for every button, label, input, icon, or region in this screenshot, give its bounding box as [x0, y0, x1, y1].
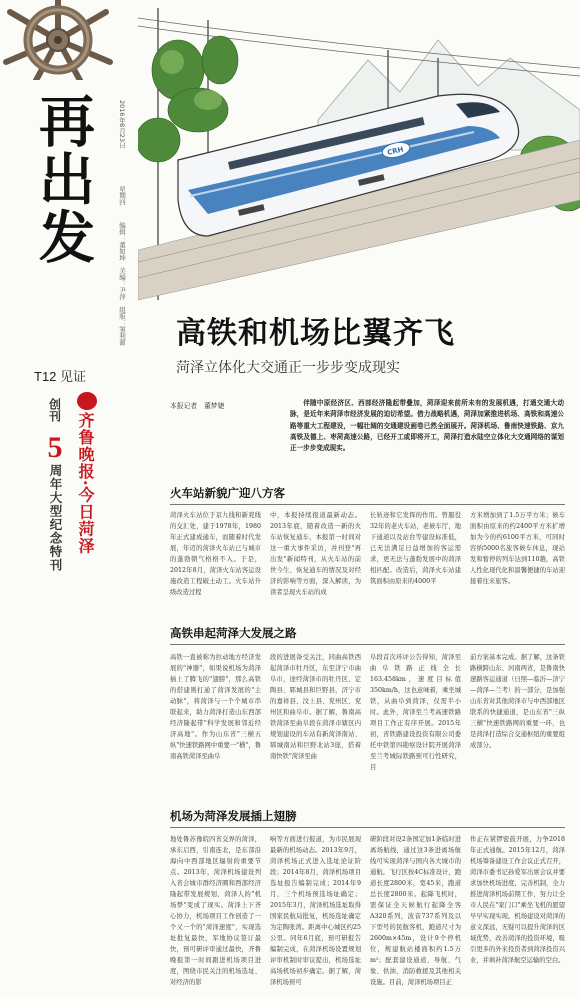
section-rule: [170, 827, 565, 828]
section-rule: [170, 504, 565, 505]
weekday: 星期四: [118, 186, 126, 206]
section-airport-col-2: 响等方面进行报道，为市民展现最新的机场动态。2013年9月，菏泽机场正式进入选址论证阶段；2014年8月，菏泽机场项目选址报告编制完成；2014年9月，三个机场预选场址确定；2015年3月，菏泽机场选址取得国家民航局批复，机场选址确定为定陶张湾。距离中心城区约25公里。同年6月底，预可研报告编制完成，在菏泽机场设置规划评审机制时审议提出，机场选址高场机场初步确定。据了解，菏泽机场预可: [270, 836, 361, 986]
section-title-airport: 机场为菏泽发展插上翅膀: [170, 809, 297, 823]
section-airport-col-1: 地处鲁苏豫皖四省交界的菏泽，承东启西，引南连北，是东部沿海向中西部地区辐射的重要节点。2013年，菏泽机场建设列入省会城市群经济圈和西部经济隆起带发展规划，菏泽人的"机场梦"变成了现实。菏泽上下齐心协力，机场项目工作创造了一个又一个的"菏泽速度"，实现选址批复最快，军地协议签订最快，预可研评审通过最快，齐鲁晚报第一时间跟进机场项目进度，图绕市民关注的机场选址、对经济的影: [170, 836, 261, 986]
section-railway-col-3: 阜段首次环评公告得知，菏泽至曲阜铁路正线全长163.458km，速度目标值350km/h，这也意味着，乘坐城铁，从曲阜到菏泽，仅需半小时。此外，菏泽至兰考高速铁路项目工作正有序开展。2015年初，省铁路建设投资有限公司委托中铁第四勘察设计院开展菏泽至兰考城际铁路预可行性研究，目: [370, 654, 461, 771]
date-line: 2016年8月23日: [118, 100, 126, 149]
section-railway-col-1: 高铁一直被称为拉动地方经济发展的"神器"，如果说机场为菏泽插上了腾飞的"翅膀"，那么高铁的搭建则打通了菏泽发展的"主动脉"，将菏泽与一个个城市串联起来，助力菏泽打造山东西部经济隆起带"科学发展和邻近经济高地"。作为山东省"三横五纵"快速铁路网中重要一"横"，鲁南高铁菏泽至曲阜: [170, 654, 261, 760]
section-station-col-1: 菏泽火车站位于京九线和新兖线的交汇处，建于1978年，1980年正式建成通车，而随着时代发展，年迈的菏泽火车站已与城市的蓬勃朝气格格不入。于是，2012年8月，菏泽火车站客运设施改造工程破土动工。火车站升级改造过程: [170, 512, 261, 596]
page-label: T12 见证: [34, 369, 87, 384]
ship-wheel-icon: [0, 0, 116, 80]
section-airport-col-4: 作正在紧锣密鼓开展，力争2018年正式通航。2015年12月，菏泽机场筹备建设工作会议正式召开，菏泽市委书记孙爱军出席会议并要求加快机场进度，完善机制，全力推进菏泽机场前期工作，努力让全市人民在"家门口"乘坐飞机的愿望早早实现实现。机场建设对菏泽的意义深远，无疑可以提升菏泽的区域优势，改善菏泽的投资环境，吸引更多的外来投资者到菏泽投资兴业，并填补菏泽航空运输的空白。: [470, 836, 565, 964]
headline-title: 高铁和机场比翼齐飞: [176, 316, 455, 351]
train-illustration: [138, 0, 580, 300]
section-station-col-2: 中，本报持续报道最新动态。2013年底，随着改造一新的火车站恢复通车，本报第一时间对这一重大事件采访，并刊登"再出发"新闻特刊，从火车站的前世今生、恢复通车的情况及对经济的影响等方面，深入解读，为读者呈现火车站的成: [270, 512, 361, 596]
section-airport-col-3: 研阶段对设2条国定加1条临时进离场航线，通过这3条进离场航线可实现菏泽与国内各大城市的通航。飞行区按4C标准设计，跑道长度2800米，宽45米，跑道总长度2800米。起降飞机时，需保证全天候航行起降全客A320系列，波音737系列及以下型号的民航客机，跑道尺寸为2600m×45m，设计9个停机位，规建航站楼面积约1.5万m²；配套建设通道、导航、气象、供油、消防救援及其他相关设施。目前，菏泽机场项目正: [370, 836, 461, 986]
lead-paragraph: 伴随中原经济区、西部经济隆起带叠加，菏泽迎来前所未有的发展机遇，打通交通大动脉，是近年来菏泽市经济发展的迫切希望。借力战略机遇，菏泽加紧推进机场、高铁和高速公路等重大工程建设，一幅壮阔的交通建设画卷已然全面展开。菏泽机场、鲁南快速铁路、京九高铁及德上、枣菏高速公路，已经开工或即将开工，菏泽打造水陆空立体化大交通网络的谋划正一步步变成现实。: [290, 399, 564, 453]
newspaper-logo-icon: [77, 392, 97, 410]
section-station-col-3: 长轨迹和它发挥的作用。曾服役32年的老火车站，老候车厅，地下通道以及站台等建设标准低，已无法满足日益增加的客运需求，更无法与蓬勃发展中的菏泽相匹配。改造后，菏泽火车站建筑面积由原来的4000平: [370, 512, 461, 585]
section-railway-col-2: 段的进展备受关注，同曲高铁西起菏泽市牡丹区，东至济宁市曲阜市，途经菏泽市的牡丹区、定陶县、郓城县和巨野县，济宁市的嘉祥县、汶上县、兖州区、兖州区和曲阜市。据了解，鲁南高铁菏泽至曲阜段在菏泽市辖区内规划建设的车站有新菏泽南站、郓城南站和巨野北站3座，搭着南快铁"菏泽至曲: [270, 654, 361, 760]
section-railway-col-4: 前方案基本完成。据了解，这条铁路横跨山东、河南两省，是鲁南快速路客运通道（日照—临沂—济宁—菏泽—兰考）的一部分，是加强山东省对其他菏泽市与中西部地区联系的快捷通道，是山东省"三纵三横"快速铁路网的重要一环，也是菏泽打造综合交通枢纽的重要组成部分。: [470, 654, 565, 749]
section-station-col-4: 方米增加到了1.5万平方米；候车面积由原来的约2400平方米扩增加为今的约6100平方米，可同时容纳5000名旅客候车休息，现站发和暂停的列车达到110趟，高铁人性化现代化和温馨便捷的车站迎接着往来旅客。: [470, 512, 565, 585]
byline: 本报记者 董梦婕: [170, 402, 225, 410]
anniversary-number: 5: [47, 431, 63, 464]
section-title-railway: 高铁串起菏泽大发展之路: [170, 626, 297, 640]
anniversary-badge: 创刊 5 周年大型纪念特刊: [42, 398, 68, 606]
train-badge: CRH: [386, 145, 405, 157]
newspaper-name: 齐鲁晚报·今日菏泽: [76, 412, 95, 555]
section-title-station: 火车站新貌广迎八方客: [170, 486, 285, 500]
section-rule: [170, 644, 565, 645]
brand-title: 再出发: [30, 92, 96, 266]
headline-subtitle: 菏泽立体化大交通正一步步变成现实: [176, 360, 400, 376]
editors-credit: 编辑：董如坤 美编：尹萍 组版：窦利源: [118, 222, 126, 346]
